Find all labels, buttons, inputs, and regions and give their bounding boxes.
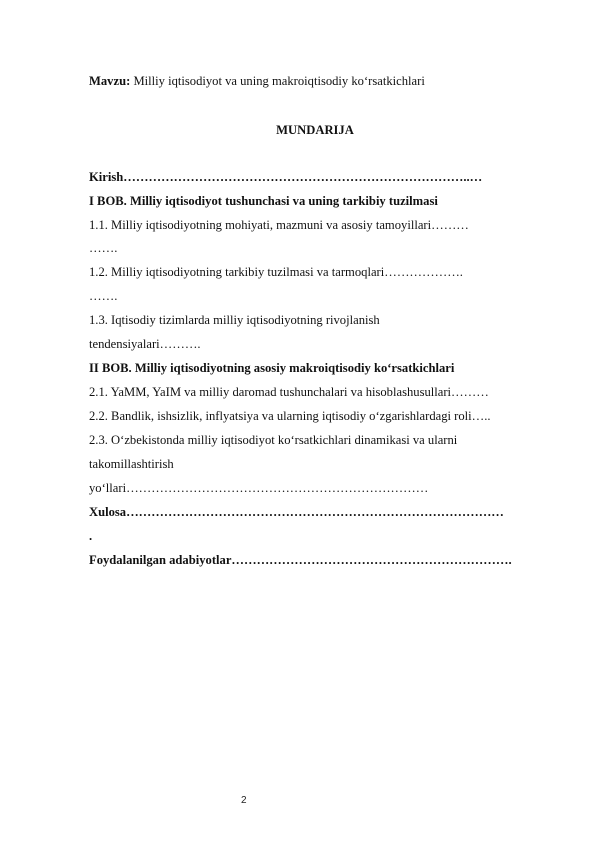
toc-chapter-1: I BOB. Milliy iqtisodiyot tushunchasi va uning tarkibiy tuzilmasi bbox=[89, 194, 438, 208]
topic-line bbox=[89, 73, 539, 89]
toc-section-1-1: 1.1. Milliy iqtisodiyotning mohiyati, mazmuni va asosiy tamoyillari……… bbox=[89, 218, 469, 232]
toc-section-2-3-end: yo‘llari……………………………………………………………… bbox=[89, 481, 429, 495]
toc-section-1-2: 1.2. Milliy iqtisodiyotning tarkibiy tuzilmasi va tarmoqlari………………. bbox=[89, 265, 463, 279]
toc-section-1-1-cont: ……. bbox=[89, 241, 118, 255]
toc-intro: Kirish………………………………………………………………………..… bbox=[89, 170, 483, 184]
toc-chapter-2: II BOB. Milliy iqtisodiyotning asosiy makroiqtisodiy ko‘rsatkichlari bbox=[89, 361, 455, 375]
topic-label: Mavzu: bbox=[89, 74, 131, 88]
toc-title: MUNDARIJA bbox=[276, 123, 354, 137]
toc-section-1-3: 1.3. Iqtisodiy tizimlarda milliy iqtisodiyotning rivojlanish bbox=[89, 313, 380, 327]
toc-section-1-3-cont: tendensiyalari………. bbox=[89, 337, 201, 351]
toc-section-2-3: 2.3. O‘zbekistonda milliy iqtisodiyot ko‘rsatkichlari dinamikasi va ularni bbox=[89, 433, 458, 447]
toc-section-2-2: 2.2. Bandlik, ishsizlik, inflyatsiya va ularning iqtisodiy o‘zgarishlardagi roli….. bbox=[89, 409, 491, 423]
topic-text: Milliy iqtisodiyot va uning makroiqtisodiy ko‘rsatkichlari bbox=[133, 74, 425, 88]
toc-section-1-2-cont: ……. bbox=[89, 289, 118, 303]
toc-references: Foydalanilgan adabiyotlar…………………………………………………………. bbox=[89, 553, 512, 567]
page-number: 2 bbox=[241, 795, 247, 806]
toc-conclusion-cont: . bbox=[89, 529, 93, 543]
toc-section-2-3-cont: takomillashtirish bbox=[89, 457, 174, 471]
toc-conclusion: Xulosa……………………………………………………………………………… bbox=[89, 505, 504, 519]
toc-section-2-1: 2.1. YaMM, YaIM va milliy daromad tushunchalari va hisoblashusullari……… bbox=[89, 385, 489, 399]
